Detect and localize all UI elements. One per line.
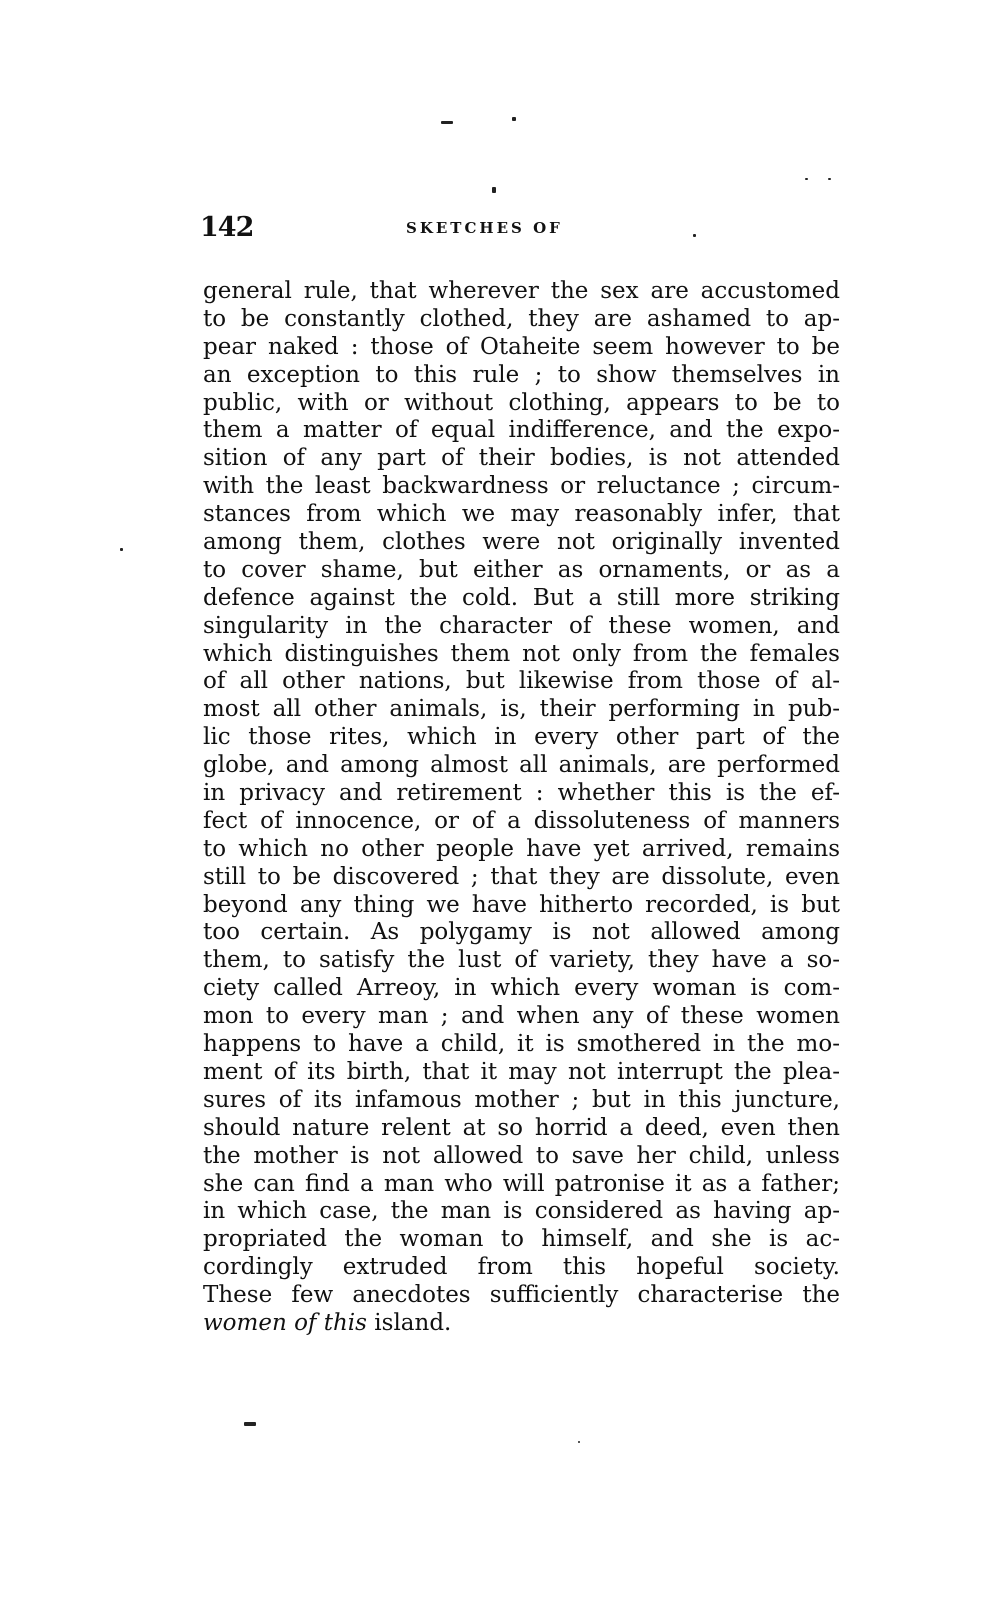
- text-line: them, to satisfy the lust of variety, they have a so-: [203, 947, 840, 974]
- text-line: among them, clothes were not originally invented: [203, 529, 840, 556]
- text-line: ment of its birth, that it may not interrupt the plea-: [203, 1058, 840, 1085]
- text-line: should nature relent at so horrid a deed, even then: [203, 1114, 840, 1141]
- text-line: sition of any part of their bodies, is not attended: [203, 445, 840, 472]
- running-head: SKETCHES OF: [406, 219, 563, 237]
- text-line: beyond any thing we have hitherto recorded, is but: [203, 891, 840, 918]
- text-line: mon to every man ; and when any of these women: [203, 1003, 840, 1030]
- roman-phrase: island.: [366, 1309, 452, 1336]
- scan-speck: [492, 187, 496, 193]
- text-line: These few anecdotes sufficiently characterise the: [203, 1282, 840, 1309]
- text-line: defence against the cold. But a still more striking: [203, 584, 840, 611]
- scan-speck: [441, 121, 453, 124]
- text-line: still to be discovered ; that they are dissolute, even: [203, 863, 840, 890]
- text-line: happens to have a child, it is smothered in the mo-: [203, 1031, 840, 1058]
- text-line: an exception to this rule ; to show themselves in: [203, 361, 840, 388]
- text-line: she can find a man who will patronise it as a father;: [203, 1170, 840, 1197]
- text-line: which distinguishes them not only from the females: [203, 640, 840, 667]
- scan-speck: [578, 1441, 580, 1443]
- text-line: stances from which we may reasonably infer, that: [203, 501, 840, 528]
- scan-speck: [828, 178, 831, 180]
- text-line: to cover shame, but either as ornaments, or as a: [203, 556, 840, 583]
- body-text: [203, 278, 840, 1338]
- scan-speck: [244, 1422, 256, 1426]
- text-line: general rule, that wherever the sex are accustomed: [203, 278, 840, 304]
- text-line: with the least backwardness or reluctance ; circum-: [203, 473, 840, 500]
- page-header: [200, 212, 640, 252]
- text-line: public, with or without clothing, appears to be to: [203, 389, 840, 416]
- text-line: them a matter of equal indifference, and the expo-: [203, 417, 840, 444]
- text-line-last: [203, 1310, 840, 1338]
- text-line: of all other nations, but likewise from those of al-: [203, 668, 840, 695]
- scan-speck: [512, 117, 516, 121]
- text-line: ciety called Arreoy, in which every woman is com-: [203, 975, 840, 1002]
- page-number: 142: [200, 212, 254, 243]
- text-line: most all other animals, is, their performing in pub-: [203, 696, 840, 723]
- text-line: singularity in the character of these women, and: [203, 612, 840, 639]
- text-line: fect of innocence, or of a dissoluteness of manners: [203, 807, 840, 834]
- text-line: in privacy and retirement : whether this is the ef-: [203, 780, 840, 807]
- scan-speck: [805, 178, 808, 180]
- text-line: propriated the woman to himself, and she is ac-: [203, 1226, 840, 1253]
- text-line: pear naked : those of Otaheite seem however to be: [203, 333, 840, 360]
- text-line: in which case, the man is considered as having ap-: [203, 1198, 840, 1225]
- italic-phrase: women of this: [203, 1309, 367, 1336]
- scan-speck: [120, 548, 123, 551]
- text-line: the mother is not allowed to save her child, unless: [203, 1142, 840, 1169]
- text-line: too certain. As polygamy is not allowed among: [203, 919, 840, 946]
- text-line: to which no other people have yet arrived, remains: [203, 835, 840, 862]
- text-line: globe, and among almost all animals, are performed: [203, 752, 840, 779]
- text-line: sures of its infamous mother ; but in this juncture,: [203, 1086, 840, 1113]
- text-line: to be constantly clothed, they are ashamed to ap-: [203, 305, 840, 332]
- text-line: lic those rites, which in every other part of the: [203, 724, 840, 751]
- text-line: cordingly extruded from this hopeful society.: [203, 1254, 840, 1281]
- scan-speck: [693, 234, 696, 237]
